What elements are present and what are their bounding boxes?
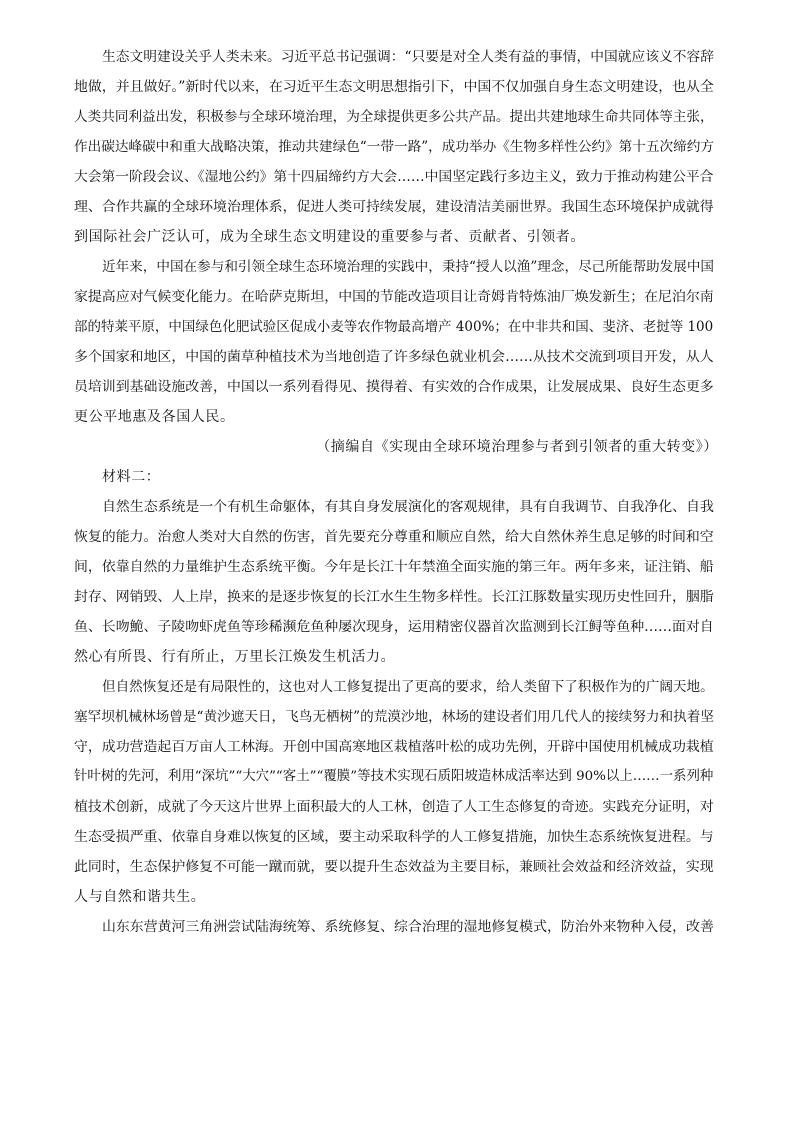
- paragraph-line: 生态受损严重、依靠自身难以恢复的区域，要主动采取科学的人工修复措施，加快生态系统恢复进程。与: [74, 829, 714, 845]
- paragraph-line: 针叶树的先河，利用“深坑”“大穴”“客土”“覆膜”等技术实现石质阳坡造林成活率达到 90%以上……一系列种: [74, 769, 714, 784]
- paragraph-line: 鱼、长吻鮠、子陵吻虾虎鱼等珍稀濒危鱼种屡次现身，运用精密仪器首次监测到长江鲟等鱼种……面对自: [74, 619, 714, 635]
- paragraph-line: 但自然恢复还是有局限性的，这也对人工修复提出了更高的要求，给人类留下了积极作为的广阔天地。: [102, 679, 714, 695]
- paragraph-line: 作出碳达峰碳中和重大战略决策，推动共建绿色“一带一路”，成功举办《生物多样性公约》第十五次缔约方: [74, 139, 714, 155]
- paragraph-line: 员培训到基础设施改善，中国以一系列看得见、摸得着、有实效的合作成果，让发展成果、良好生态更多: [74, 379, 714, 395]
- paragraph-line: 自然生态系统是一个有机生命躯体，有其自身发展演化的客观规律，具有自我调节、自我净化、自我: [102, 499, 714, 515]
- paragraph-line: 守，成功营造起百万亩人工林海。开创中国高寒地区栽植落叶松的成功先例，开辟中国使用机械成功栽植: [74, 739, 714, 755]
- source-note: （摘编自《实现由全球环境治理参与者到引领者的重大转变》）: [316, 439, 718, 455]
- paragraph-line: 封存、网销毁、人上岸，换来的是逐步恢复的长江水生生物多样性。长江江豚数量实现历史性回升，胭脂: [74, 589, 714, 605]
- paragraph-line: 家提高应对气候变化能力。在哈萨克斯坦，中国的节能改造项目让奇姆肯特炼油厂焕发新生；在尼泊尔南: [74, 289, 714, 305]
- paragraph-line: 理、合作共赢的全球环境治理体系，促进人类可持续发展，建设清洁美丽世界。我国生态环境保护成就得: [74, 199, 714, 215]
- paragraph-line: 人与自然和谐共生。: [74, 889, 206, 905]
- paragraph-line: 恢复的能力。治愈人类对大自然的伤害，首先要充分尊重和顺应自然，给大自然休养生息足够的时间和空: [74, 529, 714, 545]
- paragraph-line: 山东东营黄河三角洲尝试陆海统筹、系统修复、综合治理的湿地修复模式，防治外来物种入侵，改善: [102, 919, 714, 935]
- paragraph-line: 间，依靠自然的力量维护生态系统平衡。今年是长江十年禁渔全面实施的第三年。两年多来，证注销、船: [74, 559, 714, 575]
- paragraph-line: 地做，并且做好。”新时代以来，在习近平生态文明思想指引下，中国不仅加强自身生态文明建设，也从全: [74, 79, 714, 95]
- paragraph-line: 大会第一阶段会议、《湿地公约》第十四届缔约方大会……中国坚定践行多边主义，致力于推动构建公平合: [74, 169, 714, 185]
- paragraph-line: 植技术创新，成就了今天这片世界上面积最大的人工林，创造了人工生态修复的奇迹。实践充分证明，对: [74, 799, 714, 815]
- paragraph-line: 到国际社会广泛认可，成为全球生态文明建设的重要参与者、贡献者、引领者。: [74, 229, 585, 245]
- paragraph-line: 生态文明建设关乎人类未来。习近平总书记强调：“只要是对全人类有益的事情，中国就应该义不容辞: [102, 49, 715, 65]
- paragraph-line: 近年来，中国在参与和引领全球生态环境治理的实践中，秉持“授人以渔”理念，尽己所能帮助发展中国: [102, 259, 715, 275]
- paragraph-line: 此同时，生态保护修复不可能一蹴而就，要以提升生态效益为主要目标，兼顾社会效益和经济效益，实现: [74, 859, 714, 875]
- paragraph-line: 人类共同利益出发，积极参与全球环境治理，为全球提供更多公共产品。提出共建地球生命共同体等主张，: [74, 109, 714, 125]
- paragraph-line: 更公平地惠及各国人民。: [74, 409, 235, 425]
- paragraph-line: 多个国家和地区，中国的菌草种植技术为当地创造了许多绿色就业机会……从技术交流到项目开发，从人: [74, 349, 714, 365]
- section-label: 材料二：: [102, 469, 161, 485]
- paragraph-line: 部的特莱平原，中国绿色化肥试验区促成小麦等农作物最高增产 400%；在中非共和国、斐济、老挝等 100: [74, 319, 714, 335]
- paragraph-line: 塞罕坝机械林场曾是“黄沙遮天日，飞鸟无栖树”的荒漠沙地，林场的建设者们用几代人的接续努力和执着坚: [74, 709, 714, 725]
- paragraph-line: 然心有所畏、行有所止，万里长江焕发生机活力。: [74, 649, 396, 665]
